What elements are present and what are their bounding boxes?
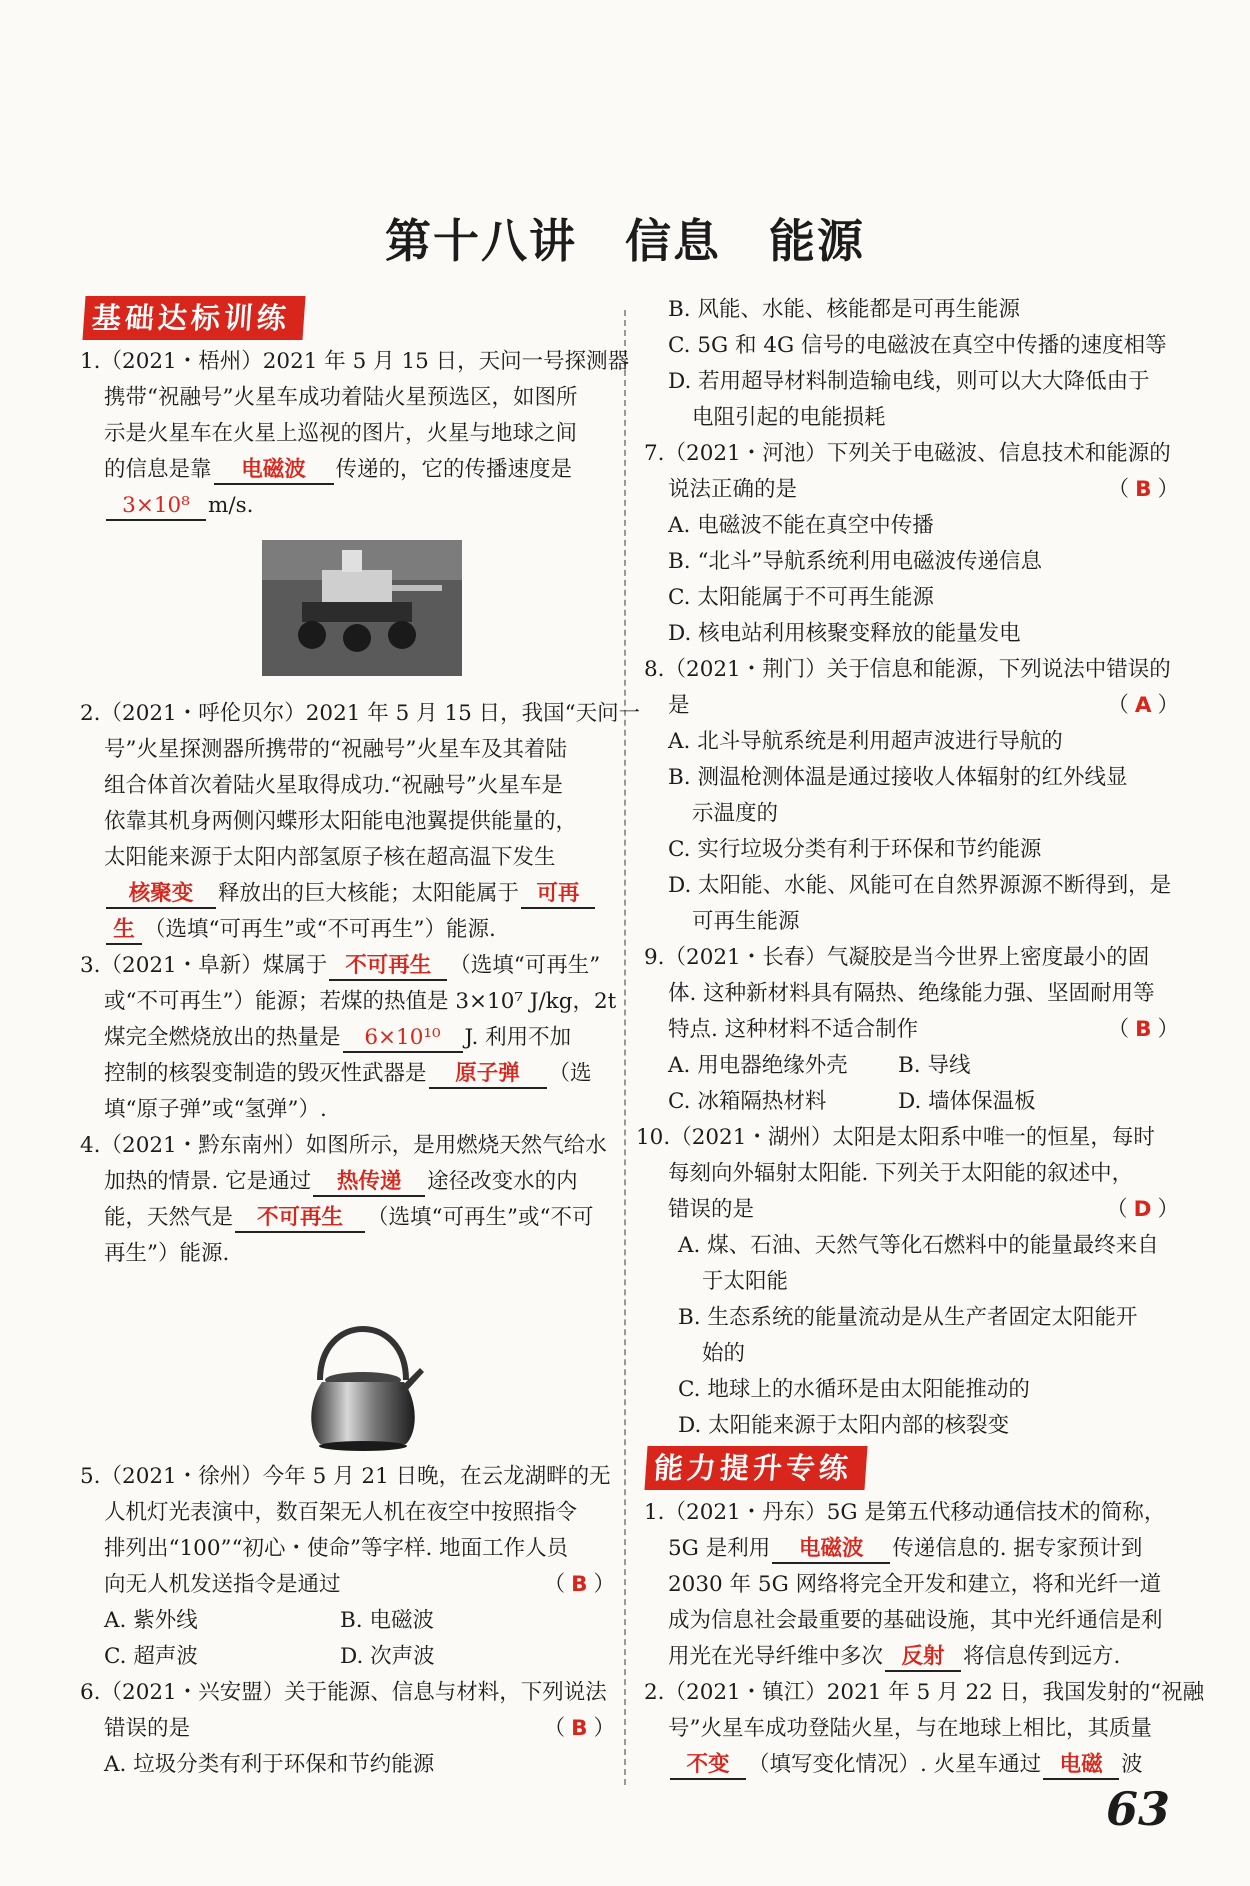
advanced-question-1-line-4: 成为信息社会最重要的基础设施，其中光纤通信是利 [668, 1608, 1163, 1633]
text: 错误的是 [104, 1716, 191, 1741]
question-9-line-2: 体. 这种新材料具有隔热、绝缘能力强、坚固耐用等 [668, 981, 1155, 1006]
question-10-line-1: 10.（2021・湖州）太阳是太阳系中唯一的恒星，每时 [636, 1125, 1155, 1150]
section-banner-basic: 基础达标训练 [82, 296, 305, 340]
question-8-line-2 [668, 691, 1179, 721]
question-6-line-1: 6.（2021・兴安盟）关于能源、信息与材料，下列说法 [80, 1680, 607, 1705]
text: （选 [548, 1061, 592, 1086]
text: 3.（2021・阜新）煤属于 [80, 953, 328, 978]
question-2-line-5: 太阳能来源于太阳内部氢原子核在超高温下发生 [104, 845, 556, 870]
question-5-option-a: A. 紫外线 [104, 1608, 198, 1633]
text: 特点. 这种材料不适合制作 [668, 1017, 919, 1042]
question-5-line-2: 人机灯光表演中，数百架无人机在夜空中按照指令 [104, 1500, 578, 1525]
answer-blank: 不可再生 [235, 1205, 365, 1233]
page-title: 第十八讲 信息 能源 [385, 214, 865, 268]
text: 加热的情景. 它是通过 [104, 1169, 312, 1194]
text: 5G 是利用 [668, 1536, 771, 1561]
question-7-option-c: C. 太阳能属于不可再生能源 [668, 585, 934, 610]
answer-blank: 6×10¹⁰ [343, 1025, 463, 1053]
answer-bracket: （ B ） [1107, 477, 1179, 502]
answer-letter: A [1134, 693, 1152, 718]
question-2-line-1: 2.（2021・呼伦贝尔）2021 年 5 月 15 日，我国“天问一 [80, 701, 641, 726]
question-8-option-d-line-1: D. 太阳能、水能、风能可在自然界源源不断得到，是 [668, 873, 1172, 898]
question-1-line-3: 示是火星车在火星上巡视的图片，火星与地球之间 [104, 421, 578, 446]
question-5-option-c: C. 超声波 [104, 1644, 198, 1669]
question-5-line-1: 5.（2021・徐州）今年 5 月 21 日晚，在云龙湖畔的无 [80, 1464, 611, 1489]
advanced-question-2-line-3 [668, 1750, 1143, 1780]
answer-blank: 生 [106, 917, 142, 945]
question-7-option-a: A. 电磁波不能在真空中传播 [668, 513, 934, 538]
question-10-option-b-line-1: B. 生态系统的能量流动是从生产者固定太阳能开 [678, 1305, 1138, 1330]
question-6-option-d-line-2: 电阻引起的电能损耗 [692, 405, 886, 430]
text: 波 [1121, 1752, 1143, 1777]
question-3-line-5: 填“原子弹”或“氢弹”）. [104, 1097, 327, 1122]
question-1-line-2: 携带“祝融号”火星车成功着陆火星预选区，如图所 [104, 385, 578, 410]
question-6-option-b: B. 风能、水能、核能都是可再生能源 [668, 297, 1020, 322]
answer-blank: 电磁 [1043, 1752, 1119, 1780]
question-7-line-1: 7.（2021・河池）下列关于电磁波、信息技术和能源的 [644, 441, 1171, 466]
question-4-line-1: 4.（2021・黔东南州）如图所示，是用燃烧天然气给水 [80, 1133, 607, 1158]
answer-bracket: （ B ） [543, 1716, 615, 1741]
question-1-line-4 [104, 455, 572, 485]
text: （选填“可再生”或“不可 [367, 1205, 594, 1230]
text: m/s. [208, 493, 254, 518]
advanced-question-2-line-2: 号”火星车成功登陆火星，与在地球上相比，其质量 [668, 1716, 1152, 1741]
question-2-line-7 [104, 915, 496, 945]
question-6-option-a: A. 垃圾分类有利于环保和节约能源 [104, 1752, 435, 1777]
question-8-option-c: C. 实行垃圾分类有利于环保和节约能源 [668, 837, 1042, 862]
answer-blank: 电磁波 [772, 1536, 890, 1564]
advanced-question-1-line-5 [668, 1642, 1120, 1672]
question-5-option-b: B. 电磁波 [340, 1608, 434, 1633]
answer-blank: 不变 [670, 1752, 746, 1780]
answer-letter: B [571, 1572, 588, 1597]
text: （选填“可再生” [449, 953, 601, 978]
answer-bracket: （ D ） [1106, 1197, 1179, 1222]
question-9-option-d: D. 墙体保温板 [898, 1089, 1036, 1114]
mars-rover-photo [262, 540, 462, 676]
text: 能，天然气是 [104, 1205, 234, 1230]
question-3-line-1 [80, 951, 600, 981]
question-9-option-c: C. 冰箱隔热材料 [668, 1089, 827, 1114]
kettle-photo [300, 1302, 426, 1454]
answer-letter: B [571, 1716, 588, 1741]
text: J. 利用不加 [464, 1025, 572, 1050]
text: 控制的核裂变制造的毁灭性武器是 [104, 1061, 427, 1086]
question-4-line-4: 再生”）能源. [104, 1241, 230, 1266]
advanced-question-2-line-1: 2.（2021・镇江）2021 年 5 月 22 日，我国发射的“祝融 [644, 1680, 1205, 1705]
question-4-line-3 [104, 1203, 594, 1233]
answer-blank: 可再 [521, 881, 595, 909]
text: 的信息是靠 [104, 457, 212, 482]
text: 煤完全燃烧放出的热量是 [104, 1025, 341, 1050]
question-2-line-6 [104, 879, 597, 909]
question-2-line-4: 依靠其机身两侧闪蝶形太阳能电池翼提供能量的， [104, 809, 578, 834]
question-8-option-a: A. 北斗导航系统是利用超声波进行导航的 [668, 729, 1063, 754]
answer-letter: B [1135, 1017, 1152, 1042]
answer-letter: B [1135, 477, 1152, 502]
question-6-line-2 [104, 1714, 615, 1744]
question-8-option-d-line-2: 可再生能源 [692, 909, 800, 934]
question-10-option-d: D. 太阳能来源于太阳内部的核裂变 [678, 1413, 1010, 1438]
question-10-option-a-line-1: A. 煤、石油、天然气等化石燃料中的能量最终来自 [678, 1233, 1159, 1258]
answer-blank: 反射 [885, 1644, 961, 1672]
question-9-option-b: B. 导线 [898, 1053, 971, 1078]
answer-blank: 原子弹 [429, 1061, 547, 1089]
answer-bracket: （ A ） [1107, 693, 1179, 718]
text: 用光在光导纤维中多次 [668, 1644, 884, 1669]
question-3-line-3 [104, 1023, 571, 1053]
question-1-line-1: 1.（2021・梧州）2021 年 5 月 15 日，天问一号探测器 [80, 349, 630, 374]
question-10-line-2: 每刻向外辐射太阳能. 下列关于太阳能的叙述中， [668, 1161, 1134, 1186]
question-9-line-3 [668, 1015, 1179, 1045]
answer-blank: 电磁波 [214, 457, 334, 485]
question-5-option-d: D. 次声波 [340, 1644, 435, 1669]
question-2-line-3: 组合体首次着陆火星取得成功.“祝融号”火星车是 [104, 773, 563, 798]
question-6-option-c: C. 5G 和 4G 信号的电磁波在真空中传播的速度相等 [668, 333, 1167, 358]
text: 传递的，它的传播速度是 [335, 457, 573, 482]
question-6-option-d-line-1: D. 若用超导材料制造输电线，则可以大大降低由于 [668, 369, 1150, 394]
text: 释放出的巨大核能；太阳能属于 [218, 881, 520, 906]
answer-blank: 核聚变 [106, 881, 216, 909]
question-10-option-a-line-2: 于太阳能 [702, 1269, 789, 1294]
answer-blank: 3×10⁸ [106, 493, 206, 521]
text: 将信息传到远方. [963, 1644, 1121, 1669]
question-7-option-b: B. “北斗”导航系统利用电磁波传递信息 [668, 549, 1042, 574]
kettle-illustration [300, 1302, 426, 1454]
question-8-line-1: 8.（2021・荆门）关于信息和能源，下列说法中错误的 [644, 657, 1171, 682]
answer-blank: 不可再生 [329, 953, 447, 981]
question-7-line-2 [668, 475, 1179, 505]
section-banner-advanced: 能力提升专练 [644, 1446, 867, 1490]
advanced-question-1-line-1: 1.（2021・丹东）5G 是第五代移动通信技术的简称， [644, 1500, 1166, 1525]
question-9-option-a: A. 用电器绝缘外壳 [668, 1053, 848, 1078]
answer-blank: 热传递 [313, 1169, 425, 1197]
text: （填写变化情况）. 火星车通过 [748, 1752, 1042, 1777]
question-2-line-2: 号”火星探测器所携带的“祝融号”火星车及其着陆 [104, 737, 567, 762]
question-8-option-b-line-2: 示温度的 [692, 801, 779, 826]
question-8-option-b-line-1: B. 测温枪测体温是通过接收人体辐射的红外线显 [668, 765, 1128, 790]
text: 途径改变水的内 [427, 1169, 578, 1194]
question-3-line-4 [104, 1059, 592, 1089]
text: （选填“可再生”或“不可再生”）能源. [144, 917, 496, 942]
question-5-line-4 [104, 1570, 615, 1600]
question-5-line-3: 排列出“100”“初心・使命”等字样. 地面工作人员 [104, 1536, 569, 1561]
text: 是 [668, 693, 690, 718]
question-10-line-3 [668, 1195, 1179, 1225]
answer-bracket: （ B ） [543, 1572, 615, 1597]
mars-rover-illustration [262, 540, 462, 676]
answer-letter: D [1133, 1197, 1152, 1222]
advanced-question-1-line-3: 2030 年 5G 网络将完全开发和建立，将和光纤一道 [668, 1572, 1162, 1597]
question-1-line-5 [104, 491, 254, 521]
column-divider [624, 310, 626, 1785]
text: 错误的是 [668, 1197, 755, 1222]
question-3-line-2: 或“不可再生”）能源；若煤的热值是 3×10⁷ J/kg，2t [104, 989, 617, 1014]
question-7-option-d: D. 核电站利用核聚变释放的能量发电 [668, 621, 1021, 646]
question-9-line-1: 9.（2021・长春）气凝胶是当今世界上密度最小的固 [644, 945, 1150, 970]
question-4-line-2 [104, 1167, 578, 1197]
answer-bracket: （ B ） [1107, 1017, 1179, 1042]
advanced-question-1-line-2 [668, 1534, 1142, 1564]
text: 向无人机发送指令是通过 [104, 1572, 341, 1597]
question-10-option-b-line-2: 始的 [702, 1341, 746, 1366]
question-10-option-c: C. 地球上的水循环是由太阳能推动的 [678, 1377, 1030, 1402]
page-number: 63 [1105, 1782, 1170, 1836]
text: 传递信息的. 据专家预计到 [892, 1536, 1143, 1561]
text: 说法正确的是 [668, 477, 798, 502]
